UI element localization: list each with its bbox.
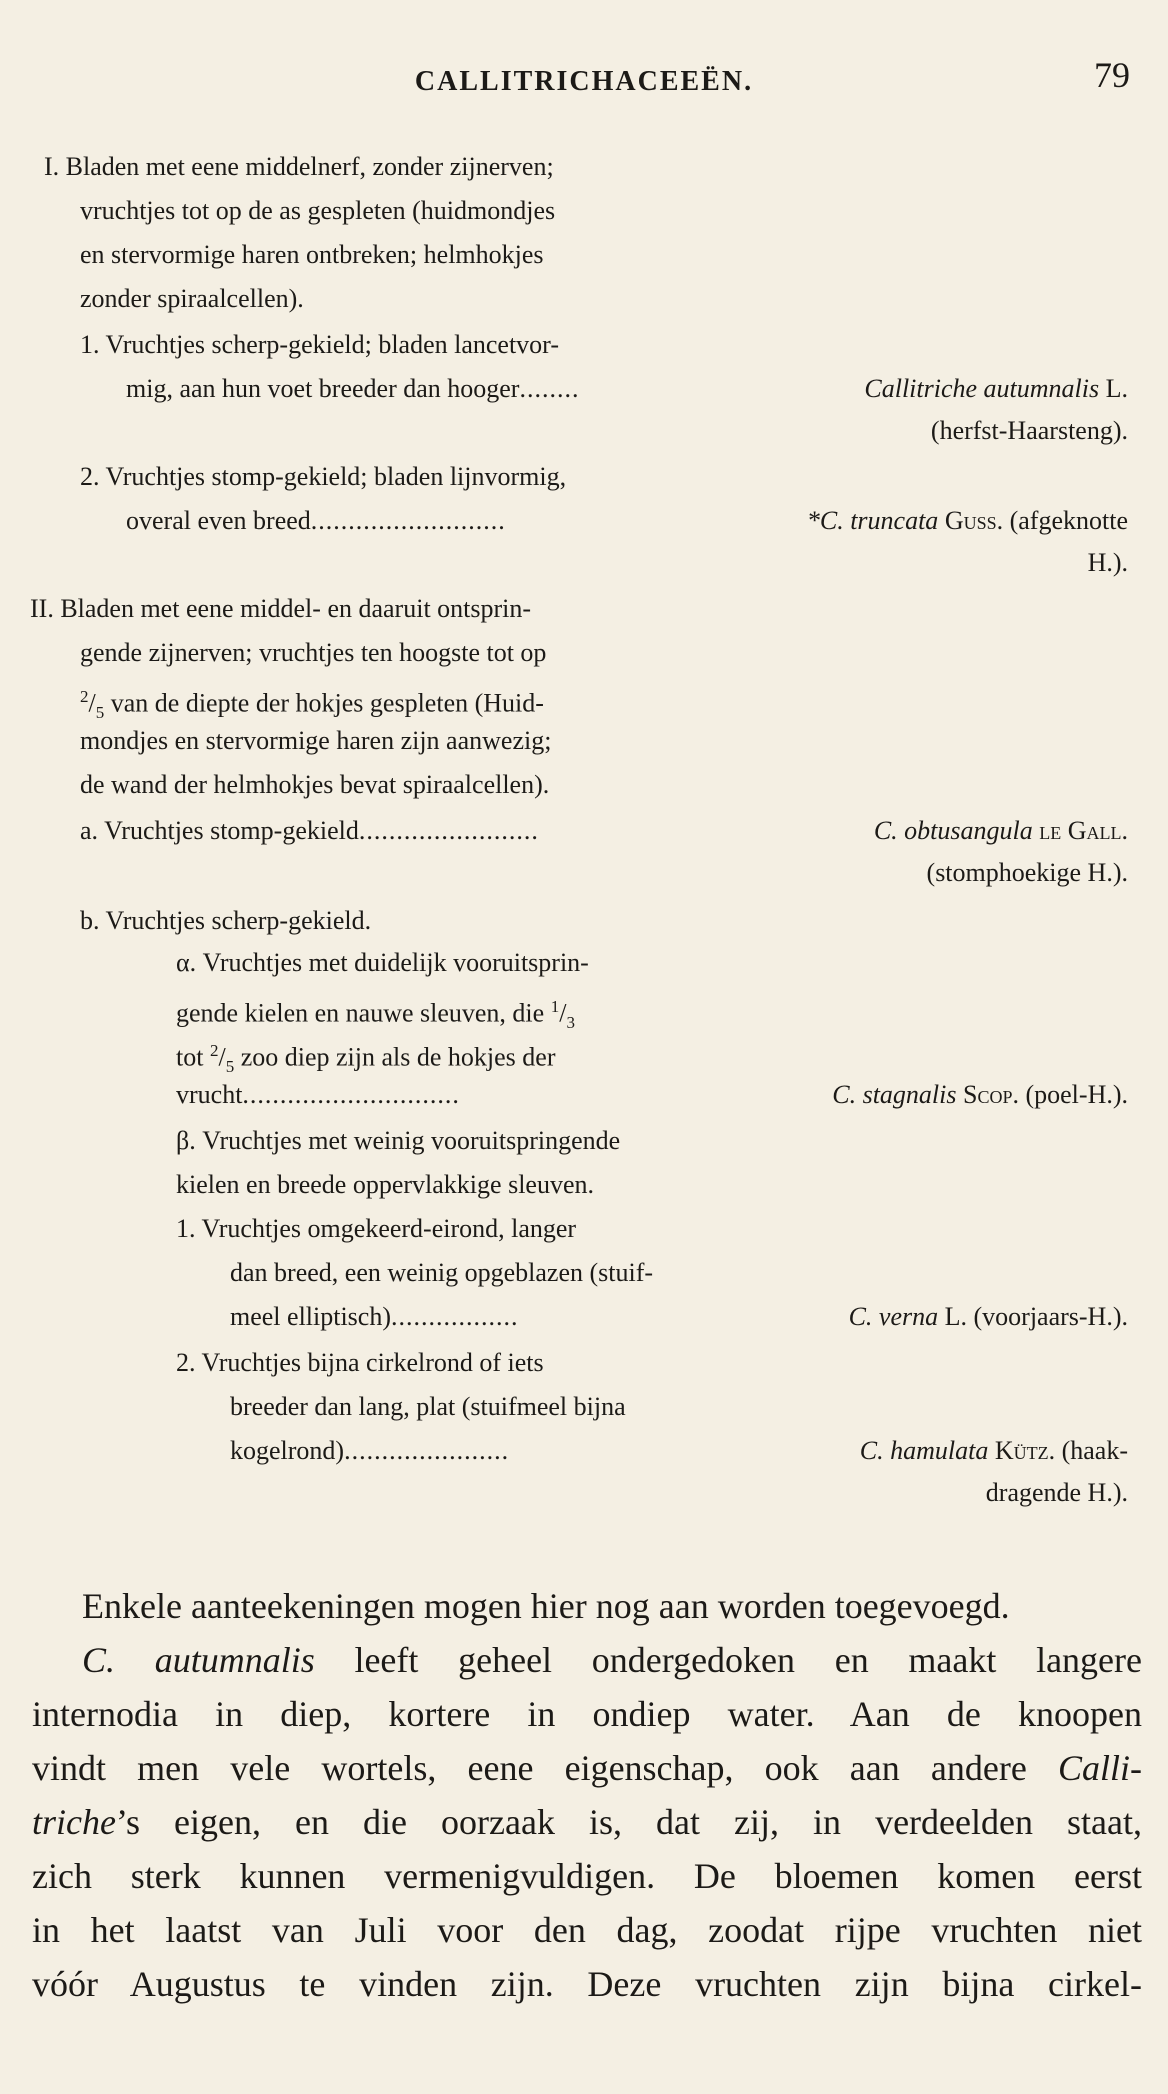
species-hamulata: C. hamulata Kütz. (haak- [859, 1436, 1128, 1465]
key-I1-line-2: mig, aan hun voet breeder dan hooger........ [126, 374, 580, 403]
species-stagnalis: C. stagnalis Scop. (poel-H.). [832, 1080, 1128, 1109]
common-name-hamulata: dragende H.). [985, 1478, 1128, 1507]
key-a-line: a. Vruchtjes stomp-gekield........................ [80, 816, 539, 845]
key-I-line-3: en stervormige haren ontbreken; helmhokjes [80, 240, 544, 269]
key-I-line-1: I. Bladen met eene middelnerf, zonder zijnerven; [44, 152, 554, 181]
key-beta-line-2: kielen en breede oppervlakkige sleuven. [176, 1170, 594, 1199]
key-I2-line-2: overal even breed.......................... [126, 506, 506, 535]
prose-line-6: zich sterk kunnen vermenigvuldigen. De bloemen komen eerst [32, 1856, 1142, 1896]
species-verna: C. verna L. (voorjaars-H.). [848, 1302, 1128, 1331]
key-II-line-4: mondjes en stervormige haren zijn aanwezig; [80, 726, 552, 755]
running-header: CALLITRICHACEEËN. [414, 66, 754, 97]
key-beta-line-1: β. Vruchtjes met weinig vooruitspringende [176, 1126, 621, 1155]
key-b-line: b. Vruchtjes scherp-gekield. [80, 906, 372, 935]
page-number: 79 [1094, 55, 1130, 95]
species-autumnalis: Callitriche autumnalis L. [864, 374, 1128, 403]
key-II-line-3: $^2/_5$ van de diepte der hokjes gespleten (Huid- [80, 687, 544, 722]
species-truncata: *C. truncata Guss. (afgeknotte [806, 506, 1128, 535]
key-beta2-line-2: breeder dan lang, plat (stuifmeel bijna [230, 1392, 626, 1421]
prose-line-3: internodia in diep, kortere in ondiep water. Aan de knoopen [32, 1694, 1142, 1734]
prose-line-2: C. autumnalis leeft geheel ondergedoken en maakt langere [82, 1640, 1143, 1680]
key-I-line-4: zonder spiraalcellen). [80, 284, 304, 313]
common-name-autumnalis: (herfst-Haarsteng). [930, 416, 1128, 445]
key-alpha-line-4: vrucht............................. [176, 1080, 460, 1109]
key-II-line-2: gende zijnerven; vruchtjes ten hoogste tot op [80, 638, 547, 667]
key-beta1-line-3: meel elliptisch)................. [230, 1302, 519, 1331]
key-I1-line-1: 1. Vruchtjes scherp-gekield; bladen lancetvor- [80, 330, 559, 359]
key-II-line-1: II. Bladen met eene middel- en daaruit ontsprin- [30, 594, 532, 623]
key-alpha-line-2: gende kielen en nauwe sleuven, die $^1/_3$ [176, 997, 575, 1032]
key-alpha-line-3: tot $^2/_5$ zoo diep zijn als de hokjes der [176, 1041, 556, 1076]
common-name-obtusangula: (stomphoekige H.). [926, 858, 1128, 887]
key-II-line-5: de wand der helmhokjes bevat spiraalcellen). [80, 770, 550, 799]
key-beta2-line-3: kogelrond)...................... [230, 1436, 510, 1465]
prose-line-1: Enkele aanteekeningen mogen hier nog aan worden toegevoegd. [82, 1586, 1010, 1626]
prose-line-5: triche’s eigen, en die oorzaak is, dat zij, in verdeelden staat, [32, 1802, 1142, 1842]
prose-line-4: vindt men vele wortels, eene eigenschap, ook aan andere Calli- [32, 1748, 1143, 1788]
key-I2-line-1: 2. Vruchtjes stomp-gekield; bladen lijnvormig, [80, 462, 567, 491]
common-name-truncata: H.). [1087, 548, 1128, 577]
prose-line-8: vóór Augustus te vinden zijn. Deze vruchten zijn bijna cirkel- [32, 1964, 1142, 2004]
species-obtusangula: C. obtusangula le Gall. [873, 816, 1128, 845]
key-beta1-line-1: 1. Vruchtjes omgekeerd-eirond, langer [176, 1214, 577, 1243]
key-alpha-line-1: α. Vruchtjes met duidelijk vooruitsprin- [176, 948, 589, 977]
key-beta2-line-1: 2. Vruchtjes bijna cirkelrond of iets [176, 1348, 544, 1377]
key-I-line-2: vruchtjes tot op de as gespleten (huidmondjes [80, 196, 556, 225]
key-beta1-line-2: dan breed, een weinig opgeblazen (stuif- [230, 1258, 654, 1287]
prose-line-7: in het laatst van Juli voor den dag, zoodat rijpe vruchten niet [32, 1910, 1142, 1950]
